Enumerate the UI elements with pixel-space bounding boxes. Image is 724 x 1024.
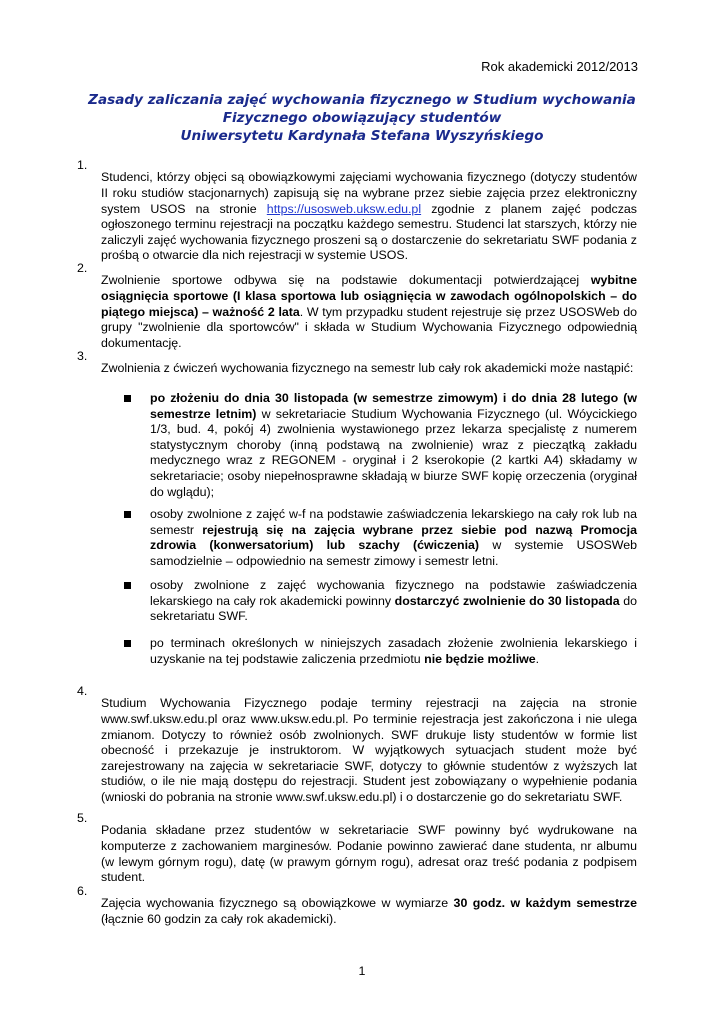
item-text: Studium Wychowania Fizycznego podaje terminy rejestracji na zajęcia na stronie www.swf.uksw.edu.pl oraz www.uksw.edu.pl. Po terminie rejestracja jest zakończona i nie ulega zmianom. Dotyczy to również osób zwolnionych. SWF drukuje listy studentów w formie list obecność i przekazuje je instruktorom. W wyjątkowych sytuacjach student może być zarejestrowany na zajęcia w sekretariacie SWF, dotyczy to głównie studentów z wyższych lat studiów, o ile nie mają dostępu do rejestracji. Student jest zobowiązany o wypełnienie podania (wnioski do pobrania na stronie www.swf.uksw.edu.pl) i o dostarczenie go do sekretariatu SWF. bbox=[101, 696, 637, 804]
bullet-item-4: po terminach określonych w niniejszych zasadach złożenie zwolnienia lekarskiego i uzyskanie na tej podstawie zaliczenia przedmiotu nie będzie możliwe. bbox=[150, 636, 637, 667]
square-bullet-icon bbox=[124, 582, 131, 589]
title-line-3: Uniwersytetu Kardynała Stefana Wyszyńskiego bbox=[180, 128, 544, 144]
bullet-item-2: osoby zwolnione z zajęć w-f na podstawie zaświadczenia lekarskiego na cały rok lub na semestr rejestrują się na zajęcia wybrane przez siebie pod nazwą Promocja zdrowia (konwersatorium) lub szachy (ćwiczenia) w systemie USOSWeb samodzielnie – odpowiednio na semestr zimowy i semestr letni. bbox=[150, 507, 637, 569]
item-number: 1. bbox=[77, 158, 88, 172]
square-bullet-icon bbox=[124, 511, 131, 518]
item-number: 6. bbox=[77, 884, 88, 898]
bullet-item-3: osoby zwolnione z zajęć wychowania fizycznego na podstawie zaświadczenia lekarskiego na cały rok akademicki powinny dostarczyć zwolnienie do 30 listopada do sekretariatu SWF. bbox=[150, 578, 637, 625]
square-bullet-icon bbox=[124, 640, 131, 647]
page-number: 1 bbox=[358, 964, 366, 978]
item-text: Podania składane przez studentów w sekretariacie SWF powinny być wydrukowane na komputerze z zachowaniem marginesów. Podanie powinno zawierać dane studenta, nr albumu (w lewym górnym rogu), datę (w prawym górnym rogu), adresat oraz treść podania z podpisem student. bbox=[101, 823, 637, 885]
item-text: Zajęcia wychowania fizycznego są obowiązkowe w wymiarze 30 godz. w każdym semestrze (łącznie 60 godzin za cały rok akademicki). bbox=[101, 896, 637, 926]
usosweb-link[interactable]: https://usosweb.uksw.edu.pl bbox=[266, 201, 422, 216]
item-number: 2. bbox=[77, 261, 88, 275]
item-text: Zwolnienia z ćwiczeń wychowania fizycznego na semestr lub cały rok akademicki może nastąpić: bbox=[101, 361, 634, 376]
bullet-item-1: po złożeniu do dnia 30 listopada (w semestrze zimowym) i do dnia 28 lutego (w semestrze letnim) w sekretariacie Studium Wychowania Fizycznego (ul. Wóycickiego 1/3, bud. 4, pokój 4) zwolnienia wystawionego przez lekarza specjalistę z numerem statystycznym choroby (inną podstawą na zwolnienie) wraz z pieczątką zakładu medycznego wraz z REGONEM - oryginał i 2 kserokopie (2 kartki A4) składamy w sekretariacie; osoby niepełnosprawne składają w biurze SWF kopię orzeczenia (oryginał do wglądu); bbox=[150, 391, 637, 500]
title-line-2: Fizycznego obowiązujący studentów bbox=[222, 110, 502, 126]
title-line-1: Zasady zaliczania zajęć wychowania fizycznego w Studium wychowania bbox=[88, 92, 636, 108]
square-bullet-icon bbox=[124, 395, 131, 402]
item-text: Zwolnienie sportowe odbywa się na podstawie dokumentacji potwierdzającej wybitne osiągnięcia sportowe (I klasa sportowa lub osiągnięcia w zawodach ogólnopolskich – do piątego miejsca) – ważność 2 lata. W tym przypadku student rejestruje się przez USOSWeb do grupy "zwolnienie dla sportowców" i składa w Studium Wychowania Fizycznego odpowiednią dokumentację. bbox=[101, 273, 638, 350]
item-number: 4. bbox=[77, 684, 88, 698]
document-title bbox=[0, 91, 724, 145]
item-number: 3. bbox=[77, 349, 88, 363]
item-text: Studenci, którzy objęci są obowiązkowymi zajęciami wychowania fizycznego (dotyczy studentów II roku studiów stacjonarnych) zapisują się na wybrane przez siebie zajęcia przez elektroniczny system USOS na stronie https://usosweb.uksw.edu.pl zgodnie z planem zajęć podczas ogłoszonego terminu rejestracji na początku każdego semestru. Studenci lat starszych, którzy nie zaliczyli zajęć wychowania fizycznego proszeni są o dostarczenie do sekretariatu SWF podania z prośbą o otwarcie dla nich rejestracji w systemie USOS. bbox=[101, 170, 637, 263]
academic-year: Rok akademicki 2012/2013 bbox=[481, 59, 638, 74]
item-number: 5. bbox=[77, 811, 88, 825]
